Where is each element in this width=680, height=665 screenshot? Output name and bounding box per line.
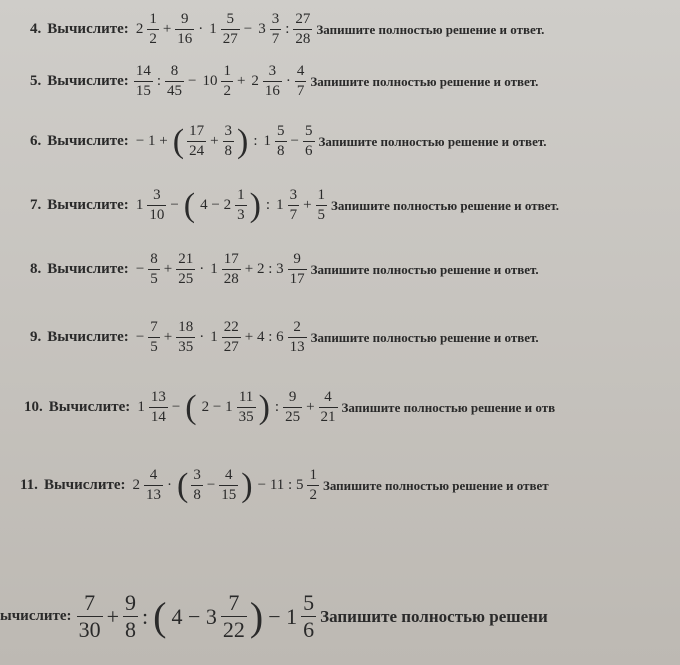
operator: + [303,197,312,213]
fraction: $\frac{5}{6}$ [305,123,313,159]
fraction: $\frac{18}{35}$ [178,319,194,355]
instruction-text: Запишите полностью решение и ответ. [331,197,560,213]
problem-verb: Вычислите: [47,73,129,89]
problem-number: 8. [30,261,42,277]
operator: + [106,603,119,629]
fraction: $\frac{3}{7}$ [271,11,280,47]
fraction: $\frac{9}{16}$ [177,11,193,47]
instruction-text: Запишите полностью решение и ответ. [310,73,539,89]
whole-part: 2 [132,477,140,493]
fraction: $\frac{5}{27}$ [222,11,238,47]
leading-term: − [135,261,145,277]
operator: · [167,477,172,493]
operator: − [290,133,299,149]
open-paren: ( [172,122,185,160]
open-paren: ( [177,466,189,504]
operator: : [156,73,161,89]
problem-10 [24,390,680,425]
problem-verb: Вычислите: [43,477,126,493]
fraction: $\frac{1}{2}$ [309,467,317,503]
whole-part: 1 [210,329,218,345]
instruction-text: Запишите полностью решение и ответ. [310,329,539,345]
operator: + [236,73,246,89]
problem-verb: Вычислите: [47,133,129,149]
operator: · [285,73,291,89]
whole-part: 1 [137,399,145,415]
operator: − [170,197,179,213]
fraction: $\frac{3}{7}$ [289,187,298,223]
problem-9 [30,320,680,355]
fraction: $\frac{9}{17}$ [289,251,305,287]
fraction: $\frac{17}{28}$ [223,251,239,287]
operator: : [141,603,149,629]
open-paren: ( [185,388,197,426]
whole-part: 1 [209,21,217,37]
problem-6 [30,124,680,159]
instruction-text: Запишите полностью решение и ответ. [316,21,545,37]
whole-part: 1 [210,261,218,277]
operator: − [187,73,197,89]
whole-part: 3 [258,21,266,37]
problem-7 [30,188,680,223]
fraction: $\frac{3}{16}$ [264,63,280,99]
open-paren: ( [183,186,196,224]
instruction-text: Запишите полностью решение и ответ. [318,133,547,149]
problem-verb: Вычислите: [47,261,129,277]
problem-verb: Вычислите: [47,21,129,37]
whole-part: 2 [251,73,259,89]
problem-number: 10. [24,399,43,415]
fraction: $\frac{2}{13}$ [289,319,305,355]
operator: + [306,399,315,415]
problem-verb: Вычислите: [48,399,131,415]
fraction: $\frac{7}{30}$ [78,590,101,642]
close-paren: ) [241,466,253,504]
fraction: $\frac{4}{7}$ [296,63,305,99]
problem-verb: ычислите: [0,608,72,624]
operator: + [162,21,172,37]
fraction: $\frac{17}{24}$ [189,123,205,159]
problem-11 [20,468,680,503]
operator: + [163,261,173,277]
operator: + 2 : 3 [244,261,284,277]
fraction: $\frac{1}{5}$ [317,187,326,223]
fraction: $\frac{4}{15}$ [221,467,237,503]
operator: : [274,399,280,415]
fraction: $\frac{13}{14}$ [150,389,166,425]
fraction: $\frac{8}{5}$ [150,251,158,287]
fraction: $\frac{7}{22}$ [222,590,245,642]
whole-part: 1 [263,133,272,149]
operator: − [206,477,216,493]
leading-term: − [135,329,145,345]
fraction: $\frac{7}{5}$ [150,319,158,355]
operator: : [265,197,271,213]
fraction: $\frac{27}{28}$ [295,11,311,47]
fraction: $\frac{9}{8}$ [124,590,136,642]
fraction: $\frac{5}{6}$ [303,590,315,642]
operator: − 11 : 5 [257,477,304,493]
operator: + [163,329,173,345]
problem-verb: Вычислите: [47,329,129,345]
operator: − [243,21,253,37]
instruction-text: Запишите полностью решени [320,606,548,626]
fraction: $\frac{4}{21}$ [320,389,336,425]
problem-number: 5. [30,73,42,89]
fraction: $\frac{4}{13}$ [146,467,161,503]
operator: · [199,329,205,345]
inner-term: 4 − 3 [171,603,217,629]
close-paren: ) [249,186,261,224]
operator: : [285,21,290,37]
problem-5 [30,64,680,99]
fraction: $\frac{22}{27}$ [223,319,239,355]
close-paren: ) [249,593,264,639]
fraction: $\frac{5}{8}$ [277,123,285,159]
inner-term: 2 − 1 [201,399,233,415]
instruction-text: Запишите полностью решение и ответ. [310,261,539,277]
whole-part: 10 [202,73,218,89]
fraction: $\frac{3}{8}$ [193,467,201,503]
fraction: $\frac{1}{3}$ [237,187,245,223]
problem-number: 9. [30,329,42,345]
whole-part: 1 [276,197,284,213]
instruction-text: Запишите полностью решение и ответ [322,477,549,493]
leading-term: − 1 + [135,133,168,149]
problem-number: 4. [30,21,42,37]
fraction: $\frac{1}{2}$ [223,63,231,99]
whole-part: 2 [135,21,144,37]
fraction: $\frac{21}{25}$ [178,251,194,287]
fraction: $\frac{11}{35}$ [238,389,254,425]
problem-verb: Вычислите: [47,197,129,213]
whole-part: 1 [135,197,144,213]
fraction: $\frac{3}{10}$ [149,187,165,223]
fraction: $\frac{8}{45}$ [166,63,182,99]
operator: − [171,399,181,415]
close-paren: ) [258,388,270,426]
fraction: $\frac{1}{2}$ [149,11,157,47]
open-paren: ( [153,593,167,639]
problem-8 [30,252,680,287]
fraction: $\frac{14}{15}$ [135,63,151,99]
fraction: $\frac{3}{8}$ [224,123,233,159]
operator: · [198,21,204,37]
problem-4 [30,12,680,47]
operator: + 4 : 6 [244,329,284,345]
problem-number: 6. [30,133,42,149]
problem-number: 7. [30,197,42,213]
problem-12 [0,592,680,641]
inner-term: 4 − 2 [200,197,232,213]
operator: · [199,261,205,277]
fraction: $\frac{9}{25}$ [285,389,301,425]
instruction-text: Запишите полностью решение и отв [341,399,556,415]
close-paren: ) [237,122,249,160]
operator: − 1 [268,603,298,629]
problem-number: 11. [20,477,38,493]
operator: : [253,133,258,149]
operator: + [210,133,219,149]
